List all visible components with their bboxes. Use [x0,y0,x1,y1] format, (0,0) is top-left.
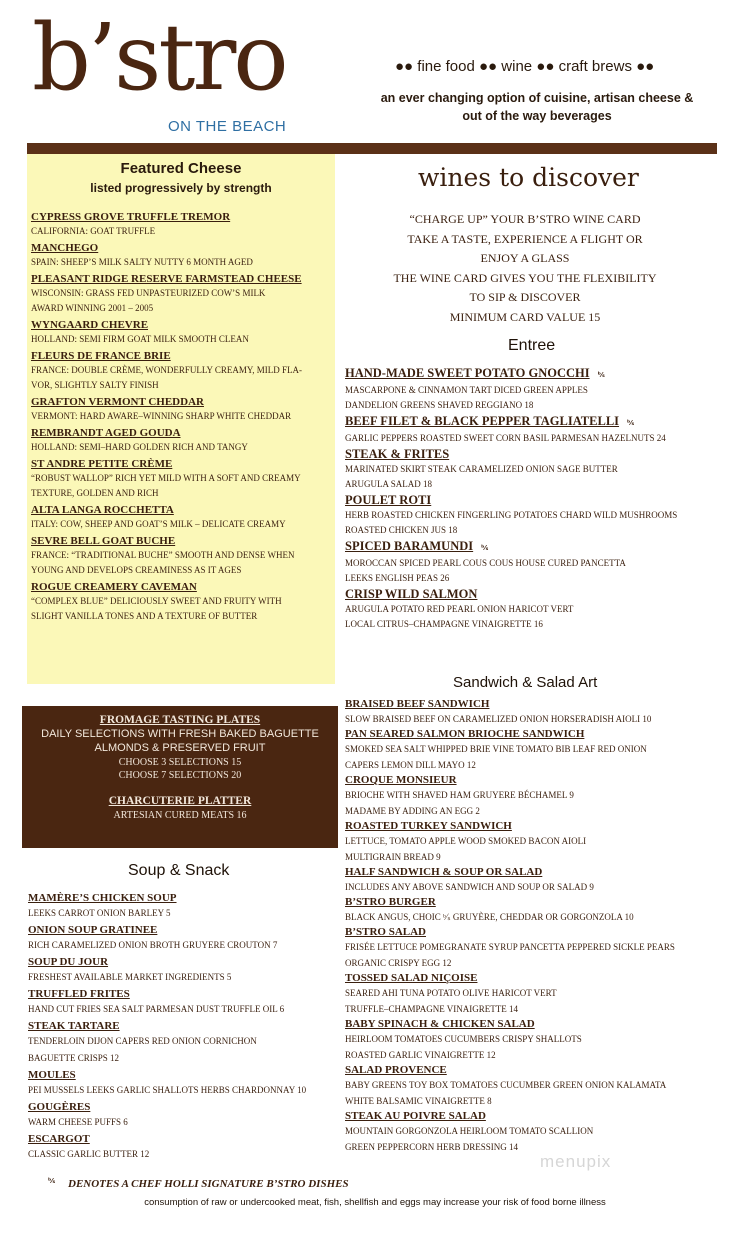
entree-item-description: MARINATED SKIRT STEAK CARAMELIZED ONION SAGE BUTTER [345,464,618,474]
entree-item [345,447,725,492]
sandwich-item-name: ROASTED TURKEY SANDWICH [345,820,512,832]
entree-item-description: GARLIC PEPPERS ROASTED SWEET CORN BASIL PARMESAN HAZELNUTS 24 [345,433,666,443]
soup-item-description: TENDERLOIN DIJON CAPERS RED ONION CORNICHON [28,1036,257,1046]
soup-item [28,891,348,922]
cheese-item-description: CALIFORNIA: GOAT TRUFFLE [31,226,156,236]
logo-subtitle: ON THE BEACH [168,118,287,135]
signature-icon: ᵇ⁄ₛ [48,1177,56,1185]
sandwich-item-description: GREEN PEPPERCORN HERB DRESSING 14 [345,1142,519,1152]
watermark: menupix [540,1152,612,1171]
sandwich-item-description: SMOKED SEA SALT WHIPPED BRIE VINE TOMATO BIB LEAF RED ONION [345,744,647,754]
sandwich-item [345,895,725,925]
cheese-list [31,210,331,626]
sandwich-item-description: BRIOCHE WITH SHAVED HAM GRUYERE BÉCHAMEL 9 [345,790,574,800]
cheese-item-name: SEVRE BELL GOAT BUCHE [31,535,176,547]
sandwich-item-description: CAPERS LEMON DILL MAYO 12 [345,760,476,770]
sandwich-item-description: ORGANIC CRISPY EGG 12 [345,958,452,968]
sandwich-item-description: SEARED AHI TUNA POTATO OLIVE HARICOT VERT [345,988,557,998]
cheese-item [31,426,331,455]
sandwich-item-description: MULTIGRAIN BREAD 9 [345,852,441,862]
cheese-item-description: WISCONSIN: GRASS FED UNPASTEURIZED COW’S MILK [31,288,266,298]
cheese-item [31,534,331,578]
soup-item-description: BAGUETTE CRISPS 12 [28,1053,120,1063]
soup-item [28,987,348,1018]
signature-note: DENOTES A CHEF HOLLI SIGNATURE B’STRO DISHES [68,1178,349,1190]
charcuterie-desc: ARTESIAN CURED MEATS 16 [113,810,247,821]
fromage-title: FROMAGE TASTING PLATES [99,714,261,726]
cheese-item-name: FLEURS DE FRANCE BRIE [31,350,171,362]
cheese-item-description: SLIGHT VANILLA TONES AND A TEXTURE OF BUTTER [31,611,258,621]
sandwich-list [345,697,725,1155]
sandwich-item-description: MOUNTAIN GORGONZOLA HEIRLOOM TOMATO SCALLION [345,1126,594,1136]
cheese-item [31,457,331,501]
sandwich-item-description: LETTUCE, TOMATO APPLE WOOD SMOKED BACON AIOLI [345,836,587,846]
soup-item [28,923,348,954]
sandwich-item-name: PAN SEARED SALMON BRIOCHE SANDWICH [345,728,585,740]
wine-card-line: “CHARGE UP” YOUR B’STRO WINE CARD [409,212,641,226]
entree-item [345,414,725,446]
fromage-panel [22,706,338,848]
entree-item [345,366,725,413]
wines-title: wines to discover [418,163,639,192]
soup-item-description: FRESHEST AVAILABLE MARKET INGREDIENTS 5 [28,972,232,982]
soup-item-name: MAMÈRE’S CHICKEN SOUP [28,892,177,904]
signature-icon: ᵇ⁄ₛ [481,544,489,552]
entree-item-name: CRISP WILD SALMON [345,587,478,601]
fromage-line: ALMONDS & PRESERVED FRUIT [94,742,266,754]
sandwich-item [345,773,725,803]
entree-item-name: STEAK & FRITES [345,447,450,461]
cheese-item-description: “ROBUST WALLOP” RICH YET MILD WITH A SOFT AND CREAMY [31,473,301,483]
soup-item [28,955,348,986]
cheese-item [31,349,331,393]
entree-item-description: MASCARPONE & CINNAMON TART DICED GREEN APPLES [345,385,588,395]
cheese-item-description: ITALY: COW, SHEEP AND GOAT’S MILK – DELICATE CREAMY [31,519,286,529]
cheese-item-name: CYPRESS GROVE TRUFFLE TREMOR [31,211,231,223]
soup-item [28,1068,348,1099]
sandwich-item-description: FRISÉE LETTUCE POMEGRANATE SYRUP PANCETTA PEPPERED SICKLE PEARS [345,942,675,952]
cheese-item-description: YOUNG AND DEVELOPS CREAMINESS AS IT AGES [31,565,242,575]
entree-item-description: HERB ROASTED CHICKEN FINGERLING POTATOES CHARD WILD MUSHROOMS [345,510,678,520]
soup-item [28,1100,348,1131]
soup-item-description: CLASSIC GARLIC BUTTER 12 [28,1149,150,1159]
cheese-item-name: ALTA LANGA ROCCHETTA [31,504,174,516]
charcuterie-title: CHARCUTERIE PLATTER [108,795,252,807]
soup-item-description: HAND CUT FRIES SEA SALT PARMESAN DUST TRUFFLE OIL 6 [28,1004,285,1014]
cheese-item [31,272,331,316]
sandwich-item-description: WHITE BALSAMIC VINAIGRETTE 8 [345,1096,492,1106]
sandwich-item [345,1109,725,1155]
cheese-item-name: GRAFTON VERMONT CHEDDAR [31,396,204,408]
cheese-item-name: PLEASANT RIDGE RESERVE FARMSTEAD CHEESE [31,273,302,285]
sandwich-item-name: STEAK AU POIVRE SALAD [345,1110,486,1122]
entree-item-description: ARUGULA SALAD 18 [345,479,433,489]
sandwich-item-name: BRAISED BEEF SANDWICH [345,698,490,710]
soup-item-name: STEAK TARTARE [28,1020,120,1032]
cheese-item-description: AWARD WINNING 2001 – 2005 [31,303,154,313]
soup-item-description: WARM CHEESE PUFFS 6 [28,1117,128,1127]
sandwich-item-description: MADAME BY ADDING AN EGG 2 [345,806,480,816]
wine-card-line: ENJOY A GLASS [480,251,570,265]
cheese-item-name: WYNGAARD CHEVRE [31,319,149,331]
entree-item-description: LEEKS ENGLISH PEAS 26 [345,573,450,583]
sandwich-item-name: BABY SPINACH & CHICKEN SALAD [345,1018,535,1030]
wine-card-line: TO SIP & DISCOVER [469,290,581,304]
sandwich-item [345,1063,725,1109]
signature-icon: ᵇ⁄ₛ [597,371,605,379]
entree-item-name: HAND-MADE SWEET POTATO GNOCCHIᵇ⁄ₛ [345,366,725,383]
entree-item-description: MOROCCAN SPICED PEARL COUS COUS HOUSE CURED PANCETTA [345,558,626,568]
sandwich-item [345,819,725,865]
cheese-item-name: ST ANDRE PETITE CRÈME [31,458,173,470]
soup-item-description: PEI MUSSELS LEEKS GARLIC SHALLOTS HERBS CHARDONNAY 10 [28,1085,307,1095]
wine-card-line: TAKE A TASTE, EXPERIENCE A FLIGHT OR [407,231,643,246]
sandwich-item [345,697,725,727]
soup-title: Soup & Snack [128,862,230,879]
cheese-item-description: “COMPLEX BLUE” DELICIOUSLY SWEET AND FRUITY WITH [31,596,282,606]
cheese-item [31,318,331,347]
soup-item [28,1132,348,1163]
entree-item [345,493,725,538]
tagline: ●● fine food ●● wine ●● craft brews ●● [395,58,655,75]
cheese-item-name: REMBRANDT AGED GOUDA [31,427,181,439]
cheese-item [31,580,331,624]
soup-list [28,891,348,1164]
entree-item-description: ROASTED CHICKEN JUS 18 [345,525,458,535]
sandwich-title: Sandwich & Salad Art [453,674,598,691]
fromage-line: DAILY SELECTIONS WITH FRESH BAKED BAGUETTE [41,728,319,740]
wine-card-line: MINIMUM CARD VALUE 15 [449,309,601,324]
sandwich-item-description: SLOW BRAISED BEEF ON CARAMELIZED ONION HORSERADISH AIOLI 10 [345,714,652,724]
sandwich-item-description: BLACK ANGUS, CHOIC ᵇ⁄ₛ GRUYÈRE, CHEDDAR OR GORGONZOLA 10 [345,912,634,922]
cheese-item [31,395,331,424]
cheese-item-description: FRANCE: “TRADITIONAL BUCHE” SMOOTH AND DENSE WHEN [31,550,295,560]
sandwich-item-description: BABY GREENS TOY BOX TOMATOES CUCUMBER GREEN ONION KALAMATA [345,1080,667,1090]
sandwich-item-name: TOSSED SALAD NIÇOISE [345,972,478,984]
sandwich-item [345,971,725,1017]
header-rule [27,143,717,154]
sandwich-item-description: INCLUDES ANY ABOVE SANDWICH AND SOUP OR SALAD 9 [345,882,594,892]
soup-item-name: TRUFFLED FRITES [28,988,130,1000]
cheese-item-description: SPAIN: SHEEP’S MILK SALTY NUTTY 6 MONTH AGED [31,257,253,267]
cheese-item [31,503,331,532]
sandwich-item-name: HALF SANDWICH & SOUP OR SALAD [345,866,543,878]
featured-cheese-panel [27,154,335,684]
sandwich-item [345,727,725,773]
sandwich-item-name: SALAD PROVENCE [345,1064,447,1076]
soup-item-name: ONION SOUP GRATINEE [28,924,158,936]
entree-item-name: BEEF FILET & BLACK PEPPER TAGLIATELLIᵇ⁄ₛ [345,414,725,431]
cheese-item-description: VOR, SLIGHTLY SALTY FINISH [31,380,159,390]
soup-item-name: GOUGÈRES [28,1101,91,1113]
entree-item-description: LOCAL CITRUS–CHAMPAGNE VINAIGRETTE 16 [345,619,543,629]
soup-item-description: LEEKS CARROT ONION BARLEY 5 [28,908,171,918]
sandwich-item [345,1017,725,1063]
cheese-title: Featured Cheese [120,160,242,177]
entree-item-name: POULET ROTI [345,493,432,507]
cheese-item-name: ROGUE CREAMERY CAVEMAN [31,581,197,593]
tagline-description: an ever changing option of cuisine, artisan cheese & out of the way beverages [380,91,694,123]
sandwich-item-description: HEIRLOOM TOMATOES CUCUMBERS CRISPY SHALLOTS [345,1034,582,1044]
entree-item [345,587,725,632]
cheese-subtitle: listed progressively by strength [90,181,272,195]
entree-list [345,366,725,633]
sandwich-item-description: ROASTED GARLIC VINAIGRETTE 12 [345,1050,496,1060]
cheese-item [31,241,331,270]
sandwich-item [345,803,725,819]
sandwich-item-description: TRUFFLE–CHAMPAGNE VINAIGRETTE 14 [345,1004,519,1014]
soup-item-description: RICH CARAMELIZED ONION BROTH GRUYERE CROUTON 7 [28,940,278,950]
cheese-item [31,210,331,239]
soup-item-name: SOUP DU JOUR [28,956,109,968]
wine-card-line: THE WINE CARD GIVES YOU THE FLEXIBILITY [393,270,657,285]
soup-item [28,1019,348,1067]
cheese-item-name: MANCHEGO [31,242,99,254]
entree-title: Entree [508,337,556,354]
entree-item [345,539,725,586]
entree-item-description: DANDELION GREENS SHAVED REGGIANO 18 [345,400,534,410]
cheese-item-description: HOLLAND: SEMI–HARD GOLDEN RICH AND TANGY [31,442,248,452]
sandwich-item-name: B’STRO BURGER [345,896,436,908]
soup-item-name: ESCARGOT [28,1133,90,1145]
food-safety-warning: consumption of raw or undercooked meat, fish, shellfish and eggs may increase your risk of food borne illness [144,1197,606,1208]
sandwich-item [345,925,725,971]
soup-item-name: MOULES [28,1069,76,1081]
sandwich-item-name: CROQUE MONSIEUR [345,774,457,786]
fromage-price: CHOOSE 3 SELECTIONS 15 [118,757,242,768]
fromage-price: CHOOSE 7 SELECTIONS 20 [118,770,242,781]
entree-item-description: ARUGULA POTATO RED PEARL ONION HARICOT VERT [345,604,574,614]
cheese-item-description: FRANCE: DOUBLE CRÈME, WONDERFULLY CREAMY, MILD FLA- [31,365,302,375]
sandwich-item [345,865,725,895]
signature-icon: ᵇ⁄ₛ [627,419,635,427]
logo: b’stro [32,4,286,111]
cheese-item-description: HOLLAND: SEMI FIRM GOAT MILK SMOOTH CLEAN [31,334,249,344]
entree-item-name: SPICED BARAMUNDIᵇ⁄ₛ [345,539,725,556]
cheese-item-description: TEXTURE, GOLDEN AND RICH [31,488,159,498]
sandwich-item-name: B’STRO SALAD [345,926,426,938]
cheese-item-description: VERMONT: HARD AWARE–WINNING SHARP WHITE CHEDDAR [31,411,292,421]
